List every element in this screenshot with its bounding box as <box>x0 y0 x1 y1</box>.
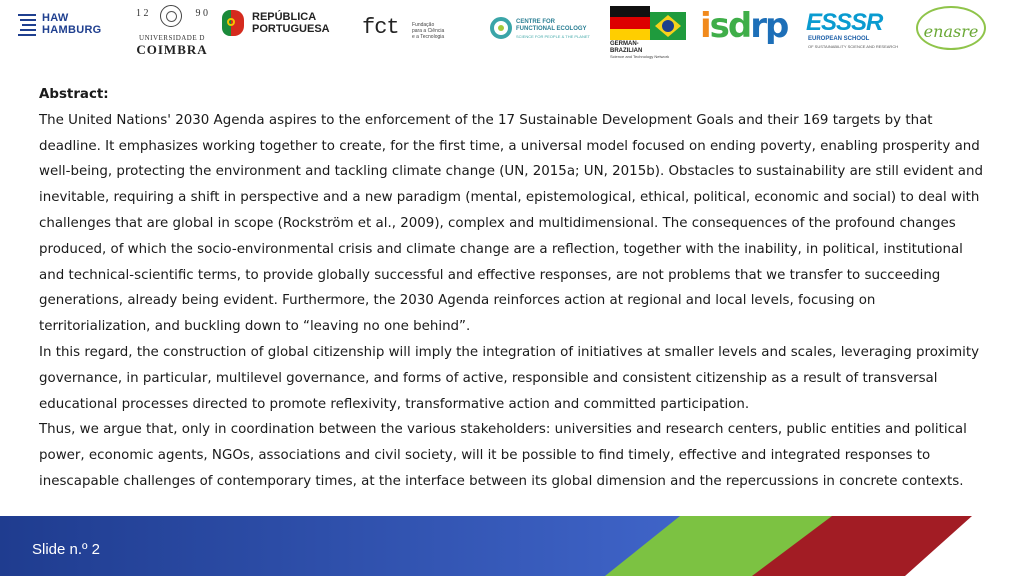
german-brazilian-network-logo <box>610 6 686 60</box>
esssr-wordmark: ESSSR <box>806 9 883 36</box>
cfe-circle-icon <box>490 17 512 39</box>
coimbra-line2: COIMBRA <box>136 42 208 57</box>
esssr-subtitle: EUROPEAN SCHOOL <box>808 36 870 42</box>
brazilian-flag-icon <box>650 12 686 40</box>
fct-logo <box>362 16 462 46</box>
abstract-paragraph-1: The United Nations' 2030 Agenda aspires to the enforcement of the 17 Sustainable Development Goals and their 169 targets by that deadline. It emphasizes working together to create, for the first time, a universal model focused on ending poverty, enabling prosperity and well-being, protecting the environment and tackling climate change (UN, 2015a; UN, 2015b). Obstacles to sustainability are still evident and inevitable, requiring a shift in perspective and a new paradigm (mental, epistemological, ethical, political, economic and social) to deal with challenges that are global in scope (Rockström et al., 2009), complex and multidimensional. The consequences of the profound changes produced, of which the socio-environmental crisis and climate change are a reflection, together with the inability, in political, institutional and technical-scientific terms, to provide globally successful and effective responses, are not problems that we transfer to succeeding generations, already being evident. Furthermore, the 2030 Agenda reinforces action at regional and local levels, focusing on territorialization, and buckling down to “leaving no one behind”. <box>39 112 983 335</box>
republica-portuguesa-wordmark: REPÚBLICA PORTUGUESA <box>252 11 330 35</box>
esssr-tagline: OF SUSTAINABILITY SCIENCE AND RESEARCH <box>808 44 899 49</box>
fct-subtitle: Fundação para a Ciência e a Tecnologia <box>412 22 445 40</box>
abstract-heading: Abstract: <box>39 87 109 102</box>
esssr-logo <box>806 9 899 54</box>
german-brazilian-wordmark: GERMAN- BRAZILIAN <box>610 41 643 54</box>
coimbra-seal-icon <box>160 5 182 27</box>
partner-logos-bar <box>0 0 1024 66</box>
cfe-tagline: SCIENCE FOR PEOPLE & THE PLANET <box>516 34 590 39</box>
isdrp-wordmark: isdrp <box>700 6 788 46</box>
slide-number-label: Slide n.º 2 <box>32 541 101 558</box>
fct-wordmark: fct <box>362 15 399 40</box>
slide-footer <box>0 516 1024 576</box>
centre-functional-ecology-logo <box>490 16 590 42</box>
abstract-paragraph-2: In this regard, the construction of global citizenship will imply the integration of initiatives at smaller levels and scales, leveraging proximity governance, in particular, multilevel governance, and forms of active, responsible and consistent citizenship as a result of transversal educational processes directed to promote reflexivity, transformative action and committed participation. <box>39 344 980 412</box>
footer-band-graphic <box>0 516 1024 576</box>
universidade-coimbra-logo: 1 2 9 0 UNIVERSIDADE D COIMBRA <box>134 5 210 57</box>
coimbra-line1: UNIVERSIDADE D <box>139 34 205 42</box>
german-flag-icon <box>610 6 650 40</box>
portuguese-flag-icon <box>222 10 244 36</box>
haw-hamburg-wordmark: HAW HAMBURG <box>42 12 102 36</box>
abstract-paragraph-3: Thus, we argue that, only in coordination between the various stakeholders: universities and research centers, public entities and political power, economic agents, NGOs, associations and civil society, will it be possible to find timely, effective and integrated responses to inescapable challenges of contemporary times, at the interface between its global dimension and the repercussions in concrete contexts. <box>39 422 967 489</box>
german-brazilian-subtitle: Science and Technology Network <box>610 54 670 59</box>
haw-stripes-icon <box>18 14 38 36</box>
republica-portuguesa-logo <box>222 8 340 40</box>
abstract-section <box>39 82 989 495</box>
enasre-wordmark: enasre <box>923 22 979 41</box>
isdrp-logo <box>700 6 790 48</box>
footer-blue-band <box>0 516 680 576</box>
cfe-wordmark: CENTRE FOR FUNCTIONAL ECOLOGY <box>516 19 587 32</box>
enasre-logo <box>908 6 994 52</box>
